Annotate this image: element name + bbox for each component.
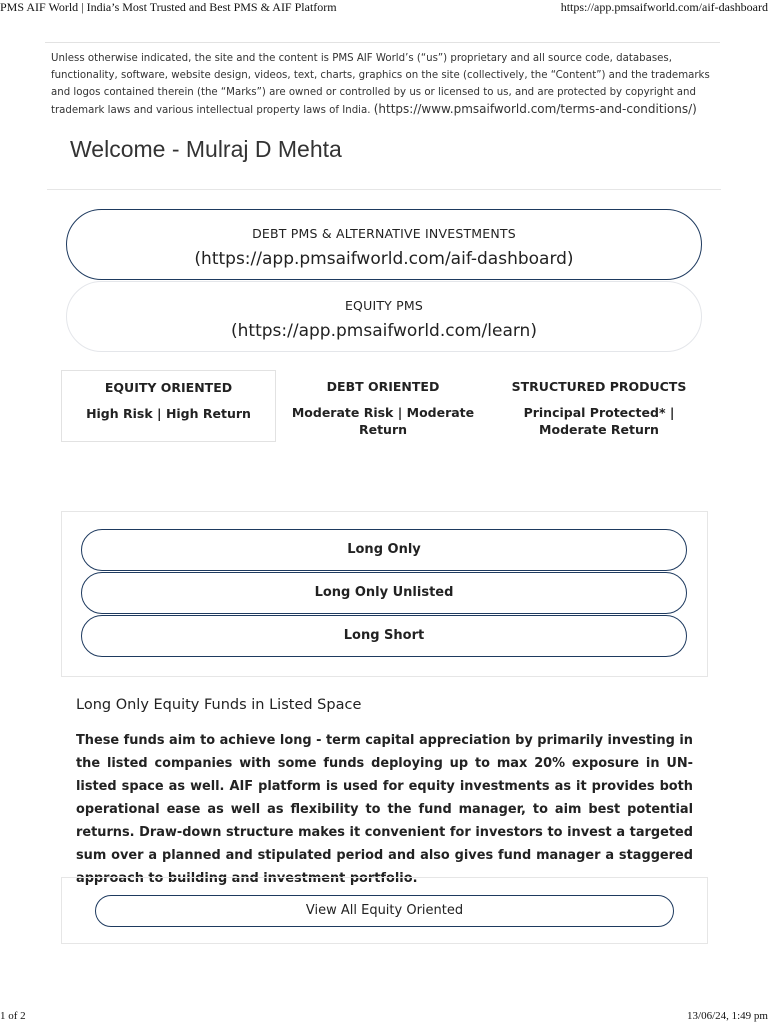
section-description: These funds aim to achieve long - term capital appreciation by primarily investing in the listed companies with some funds deploying up to max 20% exposure in UN-listed space as well. AIF platform is used for equity investments as it provides both operational ease as well as flexibility to the fund manager, to aim best potential returns. Draw-down structure makes it convenient for investors to invest a targeted sum over a planned and stipulated period and also gives fund manager a staggered approach to building and investment portfolio. <box>76 733 693 886</box>
tab-equity-pms[interactable] <box>66 281 702 352</box>
view-all-equity-oriented-button[interactable]: View All Equity Oriented <box>95 895 674 927</box>
welcome-heading: Welcome - Mulraj D Mehta <box>70 136 342 162</box>
page-url: https://app.pmsaifworld.com/aif-dashboard <box>560 0 768 14</box>
category-description: Principal Protected* | Moderate Return <box>523 405 675 437</box>
tab-debt-pms-alternative-investments[interactable] <box>66 209 702 280</box>
category-title: EQUITY ORIENTED <box>104 380 233 395</box>
fund-type-long-only-unlisted-button[interactable]: Long Only Unlisted <box>81 572 687 614</box>
page-number: 1 of 2 <box>0 1010 26 1022</box>
tab-label: EQUITY PMS <box>344 298 424 313</box>
category-equity-oriented[interactable] <box>61 370 276 442</box>
category-title: STRUCTURED PRODUCTS <box>511 379 687 394</box>
copyright-disclaimer <box>45 42 720 119</box>
category-structured-products[interactable] <box>490 370 708 442</box>
category-debt-oriented[interactable] <box>288 370 478 442</box>
print-footer <box>0 1010 768 1024</box>
fund-type-long-only-button[interactable]: Long Only <box>81 529 687 571</box>
tab-label: DEBT PMS & ALTERNATIVE INVESTMENTS <box>252 226 516 241</box>
page-title: PMS AIF World | India’s Most Trusted and Best PMS & AIF Platform <box>0 0 337 14</box>
section-title: Long Only Equity Funds in Listed Space <box>76 697 362 713</box>
disclaimer-text: Unless otherwise indicated, the site and the content is PMS AIF World’s (“us”) proprietary and all source code, databases, functionality, software, website design, videos, text, charts, graphics on the site (collectively, the “Content”) and the trademarks and logos contained therein (the “Marks”) are owned or controlled by us or licensed to us, and are protected by copyright and trademark laws and various intellectual property laws of India. <box>51 53 710 116</box>
fund-type-long-short-button[interactable]: Long Short <box>81 615 687 657</box>
print-datetime: 13/06/24, 1:49 pm <box>687 1010 768 1022</box>
category-description: Moderate Risk | Moderate Return <box>291 405 475 437</box>
print-header <box>0 0 768 16</box>
divider <box>47 189 721 190</box>
tab-link[interactable]: (https://app.pmsaifworld.com/learn) <box>231 321 537 341</box>
category-description: High Risk | High Return <box>86 406 251 421</box>
tab-link[interactable]: (https://app.pmsaifworld.com/aif-dashboard) <box>194 249 574 269</box>
terms-link[interactable]: (https://www.pmsaifworld.com/terms-and-conditions/) <box>373 102 697 116</box>
category-title: DEBT ORIENTED <box>326 379 440 394</box>
